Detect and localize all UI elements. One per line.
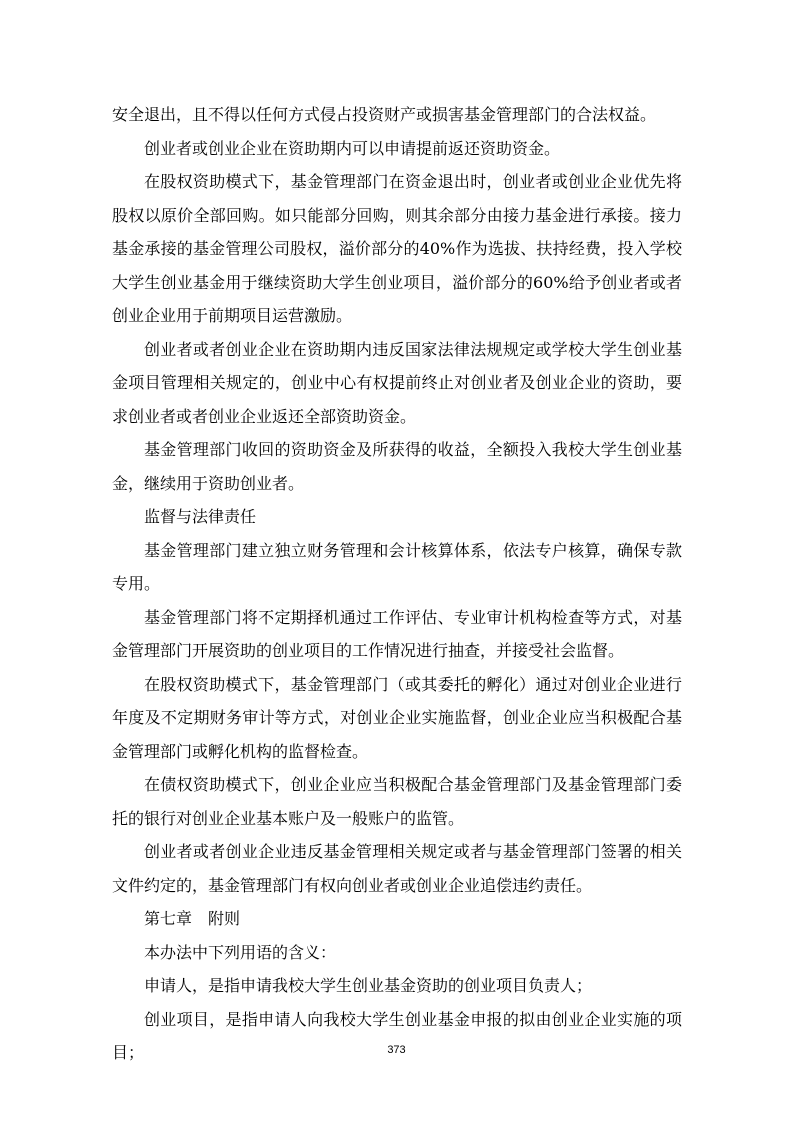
paragraph-2: 创业者或创业企业在资助期内可以申请提前返还资助资金。 <box>144 138 561 158</box>
paragraph-3: 在股权资助模式下，基金管理部门在资金退出时，创业者或创业企业优先将股权以原价全部回购。如只能部分回购，则其余部分由接力基金进行承接。接力基金承接的基金管理公司股权，溢价部分的40%作为选拔、扶持经费，投入学校大学生创业基金用于继续资助大学生创业项目，溢价部分的60%给予创业者或者创业企业用于前期项目运营激励。 <box>112 172 682 325</box>
paragraph-15: 创业项目，是指申请人向我校大学生创业基金申报的拟由创业企业实施的项目； <box>112 1009 682 1062</box>
paragraph-4: 创业者或者创业企业在资助期内违反国家法律法规规定或学校大学生创业基金项目管理相关规定的，创业中心有权提前终止对创业者及创业企业的资助，要求创业者或者创业企业返还全部资助资金。 <box>112 339 682 426</box>
paragraph-1: 安全退出，且不得以任何方式侵占投资财产或损害基金管理部门的合法权益。 <box>112 105 657 124</box>
chapter-heading: 第七章 附则 <box>144 909 241 928</box>
paragraph-10: 在债权资助模式下，创业企业应当积极配合基金管理部门及基金管理部门委托的银行对创业企业基本账户及一般账户的监管。 <box>112 775 682 828</box>
paragraph-9: 在股权资助模式下，基金管理部门（或其委托的孵化）通过对创业企业进行年度及不定期财务审计等方式，对创业企业实施监督，创业企业应当积极配合基金管理部门或孵化机构的监督检查。 <box>112 674 682 761</box>
paragraph-5: 基金管理部门收回的资助资金及所获得的收益，全额投入我校大学生创业基金，继续用于资助创业者。 <box>112 440 682 493</box>
paragraph-7: 基金管理部门建立独立财务管理和会计核算体系，依法专户核算，确保专款专用。 <box>112 540 682 593</box>
document-body <box>112 98 682 1070</box>
paragraph-8: 基金管理部门将不定期择机通过工作评估、专业审计机构检查等方式，对基金管理部门开展资助的创业项目的工作情况进行抽查，并接受社会监督。 <box>112 607 682 660</box>
page-number: 373 <box>387 1044 406 1056</box>
paragraph-14: 申请人，是指申请我校大学生创业基金资助的创业项目负责人； <box>144 976 593 995</box>
paragraph-11: 创业者或者创业企业违反基金管理相关规定或者与基金管理部门签署的相关文件约定的，基金管理部门有权向创业者或创业企业追偿违约责任。 <box>112 842 682 895</box>
section-heading-supervision: 监督与法律责任 <box>144 507 257 526</box>
paragraph-13: 本办法中下列用语的含义： <box>144 942 337 962</box>
